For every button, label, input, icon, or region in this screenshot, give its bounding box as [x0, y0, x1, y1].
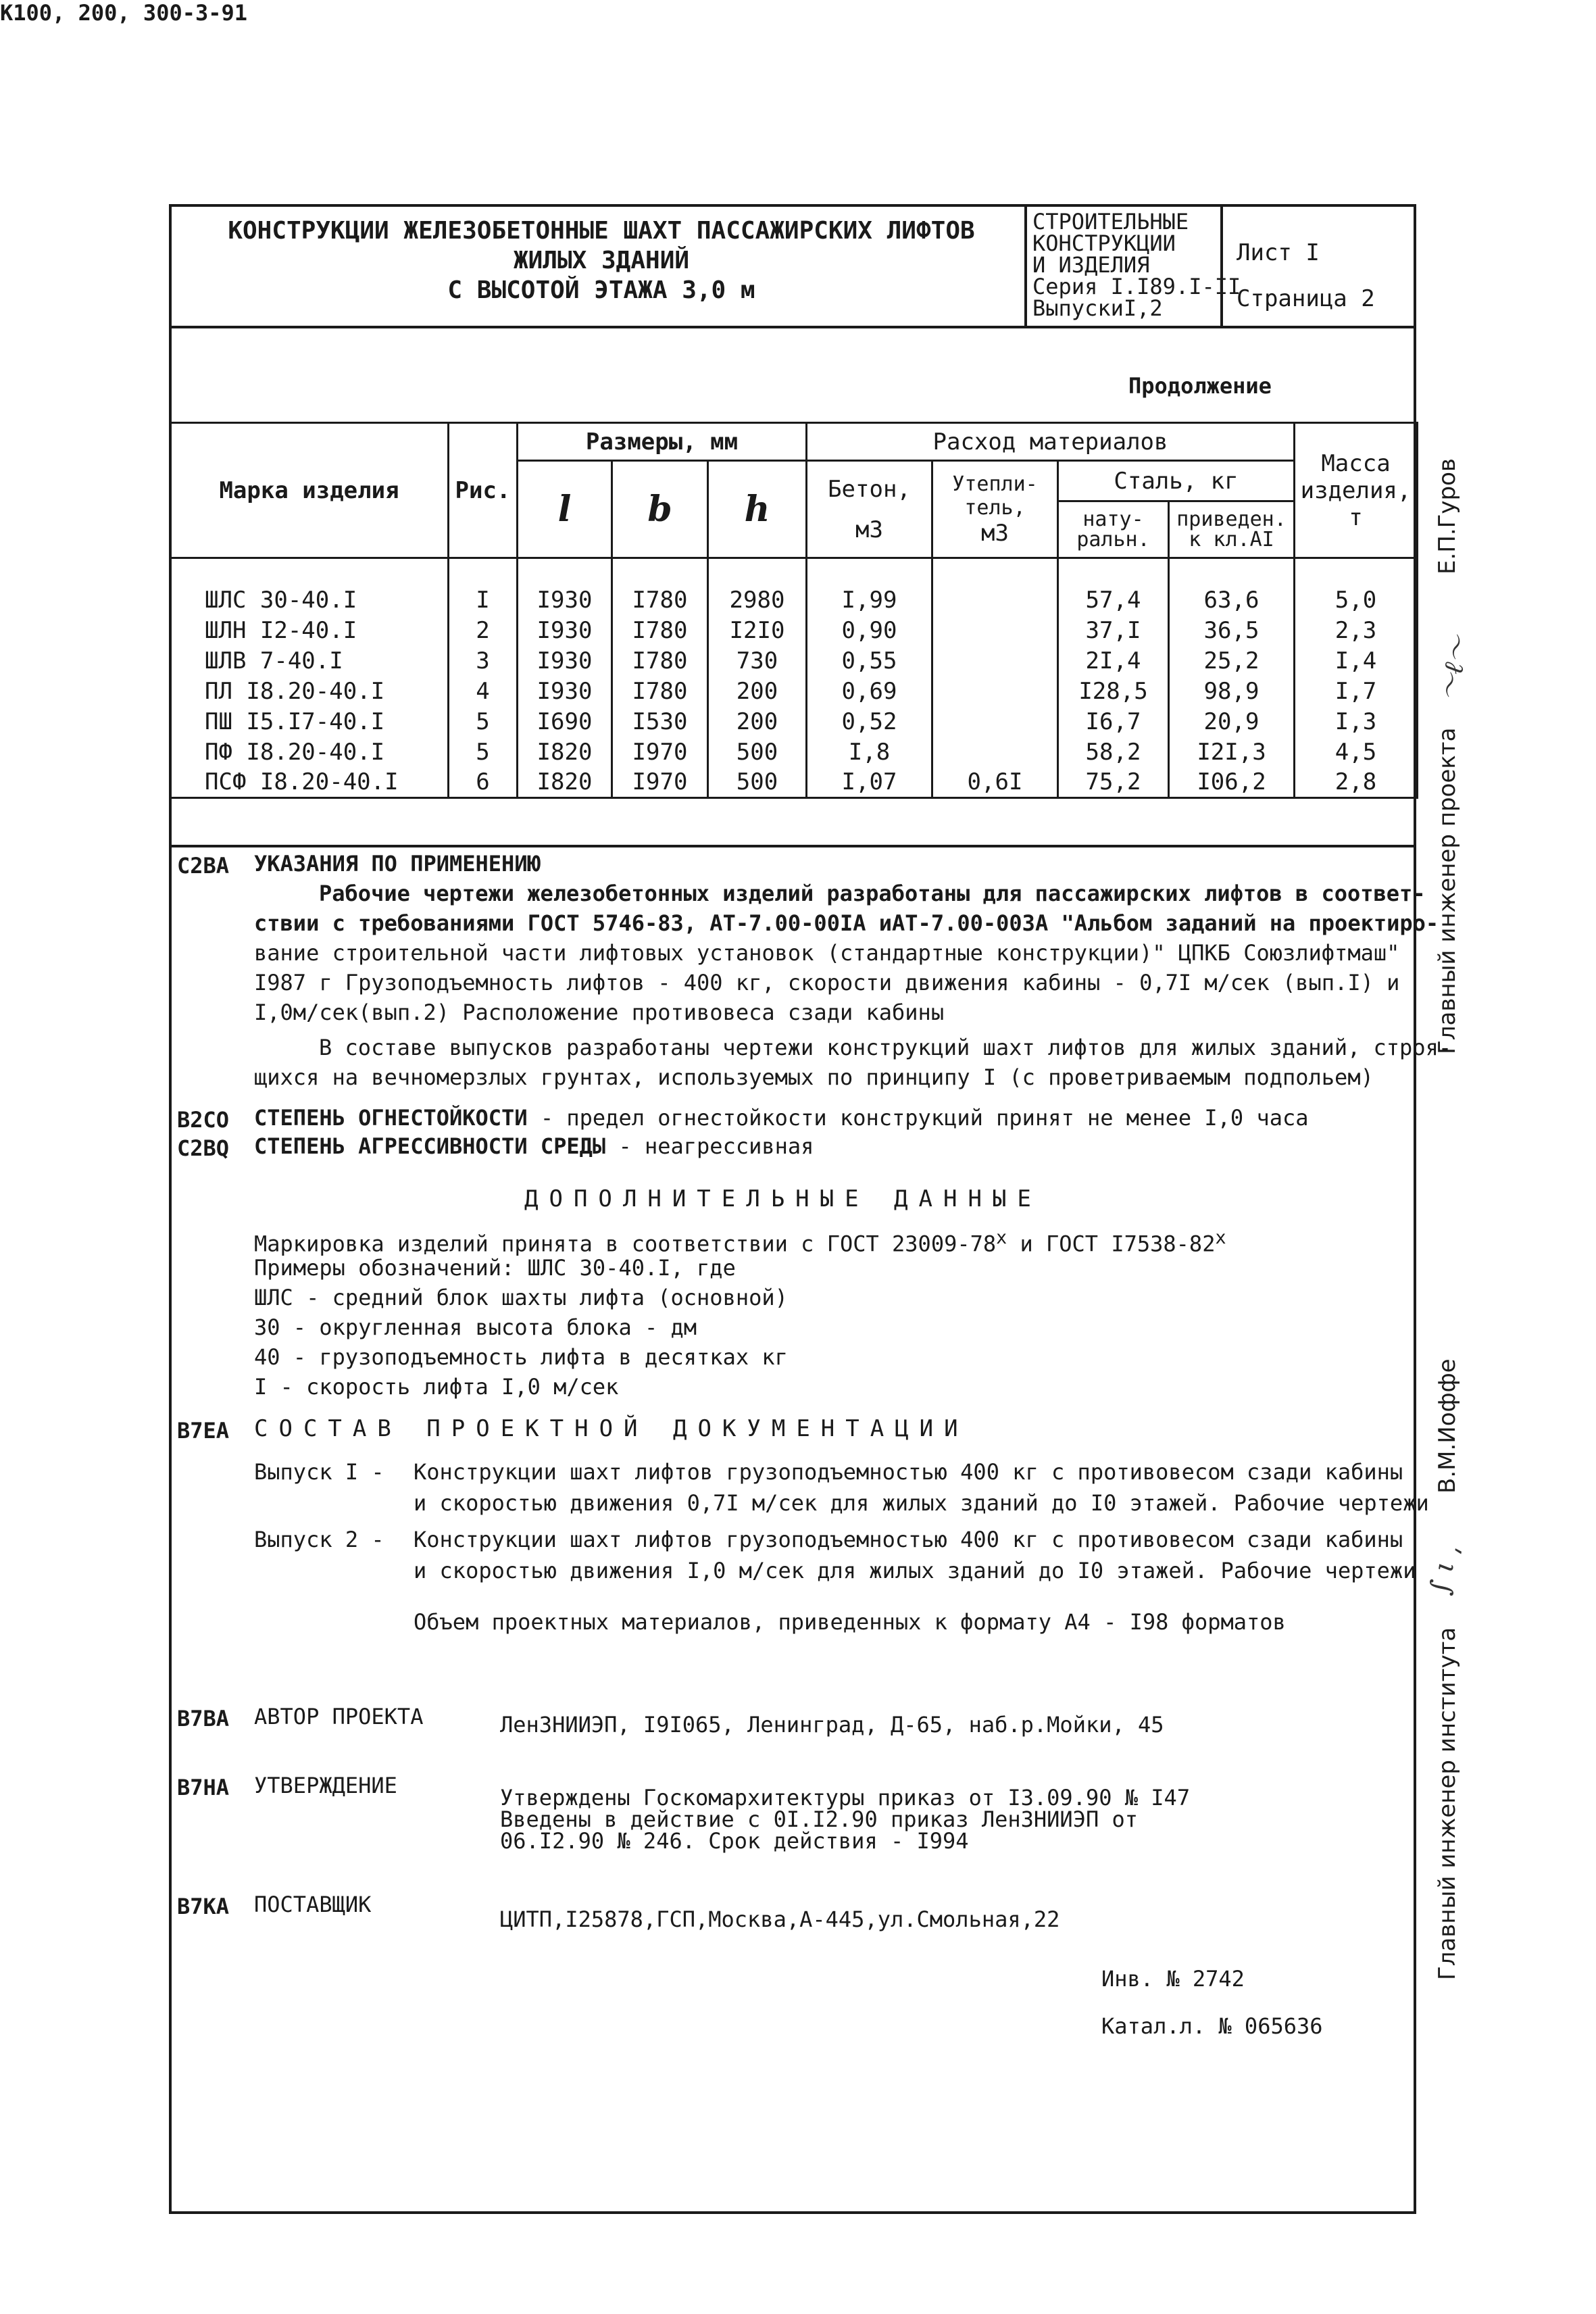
catalog-number: Катал.л. № 065636 [1101, 2013, 1323, 2039]
table-row [170, 676, 1418, 707]
example-item: 40 - грузоподъемность лифта в десятках кг [254, 1344, 788, 1370]
usage-line: щихся на вечномерзлых грунтах, используемых по принципу I (с проветриваемым подпольем) [254, 1064, 1374, 1090]
cell-mass: I,7 [1295, 676, 1418, 707]
table-row [170, 616, 1418, 646]
cell-insul [932, 737, 1058, 768]
volume-1-line: Конструкции шахт лифтов грузоподъемностью 400 кг с противовесом сзади кабины [414, 1459, 1403, 1485]
cell-h: 2980 [708, 585, 807, 616]
page-number: Страница 2 [1237, 285, 1375, 312]
cell-mark: ШЛН I2-40.I [170, 616, 449, 646]
cell-fig: 3 [449, 646, 518, 676]
usage-line: I,0м/сек(вып.2) Расположение противовеса сзади кабины [254, 1000, 945, 1025]
cell-mark: ПСФ I8.20-40.I [170, 768, 449, 798]
header-insulation: Утепли-тель, м3 [932, 461, 1058, 558]
example-item: ШЛС - средний блок шахты лифта (основной) [254, 1285, 788, 1310]
side-name-2: В.М.Иоффе [1434, 1358, 1461, 1494]
cell-mark: ПЛ I8.20-40.I [170, 676, 449, 707]
cell-l: I930 [518, 585, 612, 616]
example-item: 30 - округленная высота блока - дм [254, 1314, 697, 1340]
series-line: Серия I.I89.I-II [1032, 274, 1241, 299]
cell-mass: 2,8 [1295, 768, 1418, 798]
volume-2-label: Выпуск 2 - [254, 1527, 384, 1552]
cell-l: I820 [518, 768, 612, 798]
author-text: ЛенЗНИИЭП, I9I065, Ленинград, Д-65, наб.р.Мойки, 45 [500, 1712, 1164, 1738]
side-chief-project: Главный инженер проекта [1434, 727, 1461, 1054]
cell-mass: I,4 [1295, 646, 1418, 676]
code-fire: B2CO [177, 1107, 230, 1133]
cell-concrete: 0,90 [807, 616, 932, 646]
cell-mass: 2,3 [1295, 616, 1418, 646]
volume-2-line: Конструкции шахт лифтов грузоподъемностью 400 кг с противовесом сзади кабины [414, 1527, 1403, 1552]
cell-fig: 5 [449, 707, 518, 737]
volume-total: Объем проектных материалов, приведенных к формату А4 - I98 форматов [414, 1609, 1286, 1635]
docs-title: СОСТАВ ПРОЕКТНОЙ ДОКУМЕНТАЦИИ [254, 1415, 969, 1442]
usage-title: УКАЗАНИЯ ПО ПРИМЕНЕНИЮ [254, 851, 541, 877]
cell-red: I06,2 [1169, 768, 1295, 798]
header-concrete: Бетон, м3 [807, 461, 932, 558]
cell-nat: 75,2 [1058, 768, 1169, 798]
cell-concrete: 0,55 [807, 646, 932, 676]
continuation-label: Продолжение [1128, 373, 1272, 399]
cell-h: 500 [708, 737, 807, 768]
header-steel-natural: нату-ральн. [1058, 501, 1169, 558]
header-steel: Сталь, кг [1058, 461, 1295, 501]
aggressiveness-line: СТЕПЕНЬ АГРЕССИВНОСТИ СРЕДЫ - неагрессивная [254, 1133, 814, 1159]
cell-insul: 0,6I [932, 768, 1058, 798]
header-divider [169, 326, 1416, 328]
header-h: h [708, 461, 807, 558]
side-name-1: Е.П.Гуров [1434, 458, 1461, 574]
header-divider-v1 [1024, 204, 1027, 327]
cell-mark: ПФ I8.20-40.I [170, 737, 449, 768]
header-steel-reduced: приведен. к кл.АI [1169, 501, 1295, 558]
product-table [169, 422, 1418, 799]
header-sizes: Размеры, мм [518, 423, 807, 461]
header-fig: Рис. [449, 423, 518, 558]
cell-mark: ШЛС 30-40.I [170, 585, 449, 616]
cell-insul [932, 707, 1058, 737]
table-row [170, 707, 1418, 737]
cell-nat: 58,2 [1058, 737, 1169, 768]
cell-fig: 2 [449, 616, 518, 646]
usage-line: вание строительной части лифтовых установок (стандартные конструкции)" ЦПКБ Союзлифтмаш" [254, 940, 1400, 966]
cell-red: 25,2 [1169, 646, 1295, 676]
cell-nat: 2I,4 [1058, 646, 1169, 676]
table-row [170, 737, 1418, 768]
approval-line: Утверждены Госкомархитектуры приказ от I3.09.90 № I47 [500, 1785, 1191, 1811]
title-line-1: КОНСТРУКЦИИ ЖЕЛЕЗОБЕТОННЫЕ ШАХТ ПАССАЖИРСКИХ ЛИФТОВ ЖИЛЫХ ЗДАНИЙ [228, 217, 975, 274]
title-line-2: С ВЫСОТОЙ ЭТАЖА 3,0 м [447, 276, 755, 304]
cell-h: 730 [708, 646, 807, 676]
code-aggressiveness: C2BQ [177, 1135, 230, 1161]
cell-b: I530 [612, 707, 708, 737]
cell-mark: ШЛВ 7-40.I [170, 646, 449, 676]
series-line: КОНСТРУКЦИИ [1032, 230, 1176, 256]
cell-h: 200 [708, 707, 807, 737]
cell-nat: 37,I [1058, 616, 1169, 646]
cell-l: I930 [518, 646, 612, 676]
cell-red: 98,9 [1169, 676, 1295, 707]
header-mark: Марка изделия [170, 423, 449, 558]
cell-l: I690 [518, 707, 612, 737]
approval-line: Введены в действие с 0I.I2.90 приказ ЛенЗНИИЭП от [500, 1806, 1139, 1832]
cell-b: I780 [612, 585, 708, 616]
header-title [196, 216, 1007, 305]
usage-line: I987 г Грузоподъемность лифтов - 400 кг, скорости движения кабины - 0,7I м/сек (вып.I) и [254, 970, 1400, 995]
cell-b: I780 [612, 616, 708, 646]
section-divider [169, 845, 1416, 847]
series-block [1032, 211, 1241, 319]
supplier-title: ПОСТАВЩИК [254, 1892, 372, 1917]
header-mass: Масса изделия, т [1295, 423, 1418, 558]
cell-fig: I [449, 585, 518, 616]
side-chief-institute: Главный инженер института [1434, 1627, 1461, 1980]
cell-nat: 57,4 [1058, 585, 1169, 616]
cell-concrete: I,99 [807, 585, 932, 616]
example-item: I - скорость лифта I,0 м/сек [254, 1374, 619, 1400]
cell-b: I970 [612, 768, 708, 798]
cell-l: I930 [518, 676, 612, 707]
cell-concrete: I,8 [807, 737, 932, 768]
example-line: Примеры обозначений: ШЛС 30-40.I, где [254, 1255, 736, 1281]
cell-insul [932, 676, 1058, 707]
cell-b: I780 [612, 646, 708, 676]
approval-line: 06.I2.90 № 246. Срок действия - I994 [500, 1828, 969, 1854]
cell-red: 20,9 [1169, 707, 1295, 737]
cell-h: 200 [708, 676, 807, 707]
cell-h: 500 [708, 768, 807, 798]
fire-line: СТЕПЕНЬ ОГНЕСТОЙКОСТИ - предел огнестойкости конструкций принят не менее I,0 часа [254, 1105, 1309, 1131]
code-author: B7BA [177, 1706, 230, 1731]
approval-title: УТВЕРЖДЕНИЕ [254, 1773, 397, 1798]
cell-mark: ПШ I5.I7-40.I [170, 707, 449, 737]
volume-2-line: и скоростью движения I,0 м/сек для жилых зданий до I0 этажей. Рабочие чертежи [414, 1558, 1416, 1583]
cell-insul [932, 646, 1058, 676]
code-approval: B7HA [177, 1775, 230, 1800]
cell-fig: 5 [449, 737, 518, 768]
cell-concrete: 0,69 [807, 676, 932, 707]
cell-l: I820 [518, 737, 612, 768]
cell-l: I930 [518, 616, 612, 646]
code-usage: C2BA [177, 853, 230, 879]
cell-b: I780 [612, 676, 708, 707]
cell-red: 36,5 [1169, 616, 1295, 646]
cell-fig: 6 [449, 768, 518, 798]
cell-concrete: 0,52 [807, 707, 932, 737]
cell-mass: 4,5 [1295, 737, 1418, 768]
cell-mass: I,3 [1295, 707, 1418, 737]
cell-fig: 4 [449, 676, 518, 707]
header-b: b [612, 461, 708, 558]
series-line: ВыпускиI,2 [1032, 295, 1163, 321]
cell-b: I970 [612, 737, 708, 768]
table-row [170, 768, 1418, 798]
signature-1: 〜ℓ〜 [1432, 633, 1475, 704]
cell-red: I2I,3 [1169, 737, 1295, 768]
cell-insul [932, 616, 1058, 646]
usage-line: В составе выпусков разработаны чертежи конструкций шахт лифтов для жилых зданий, строя- [319, 1035, 1452, 1060]
header-l: l [518, 461, 612, 558]
volume-1-line: и скоростью движения 0,7I м/сек для жилых зданий до I0 этажей. Рабочие чертежи [414, 1490, 1429, 1516]
document-code: К100, 200, 300-3-91 [0, 0, 248, 26]
table-row [170, 646, 1418, 676]
cell-mass: 5,0 [1295, 585, 1418, 616]
cell-nat: I6,7 [1058, 707, 1169, 737]
header-materials: Расход материалов [807, 423, 1295, 461]
sheet-block [1237, 230, 1375, 322]
cell-insul [932, 585, 1058, 616]
sheet-number: Лист I [1237, 239, 1320, 266]
usage-line: ствии с требованиями ГОСТ 5746-83, АТ-7.00-00IА иАТ-7.00-003А "Альбом заданий на проектиро- [254, 910, 1439, 936]
table-row [170, 585, 1418, 616]
extra-title: ДОПОЛНИТЕЛЬНЫЕ ДАННЫЕ [524, 1185, 1042, 1212]
supplier-text: ЦИТП,I25878,ГСП,Москва,А-445,ул.Смольная,22 [500, 1906, 1060, 1932]
code-docs: B7EA [177, 1418, 230, 1444]
series-line: СТРОИТЕЛЬНЫЕ [1032, 209, 1189, 235]
signature-2: ∫ ι ͵ [1424, 1543, 1464, 1597]
series-line: И ИЗДЕЛИЯ [1032, 252, 1150, 278]
cell-red: 63,6 [1169, 585, 1295, 616]
volume-1-label: Выпуск I - [254, 1459, 384, 1485]
cell-concrete: I,07 [807, 768, 932, 798]
usage-line: Рабочие чертежи железобетонных изделий разработаны для пассажирских лифтов в соответ- [319, 881, 1426, 906]
code-supplier: B7KA [177, 1894, 230, 1919]
inventory-number: Инв. № 2742 [1101, 1966, 1245, 1992]
author-title: АВТОР ПРОЕКТА [254, 1704, 424, 1729]
marking-line: Маркировка изделий принята в соответствии с ГОСТ 23009-78$^x$ и ГОСТ I7538-82$^x$ [254, 1227, 1226, 1257]
cell-nat: I28,5 [1058, 676, 1169, 707]
cell-h: I2I0 [708, 616, 807, 646]
